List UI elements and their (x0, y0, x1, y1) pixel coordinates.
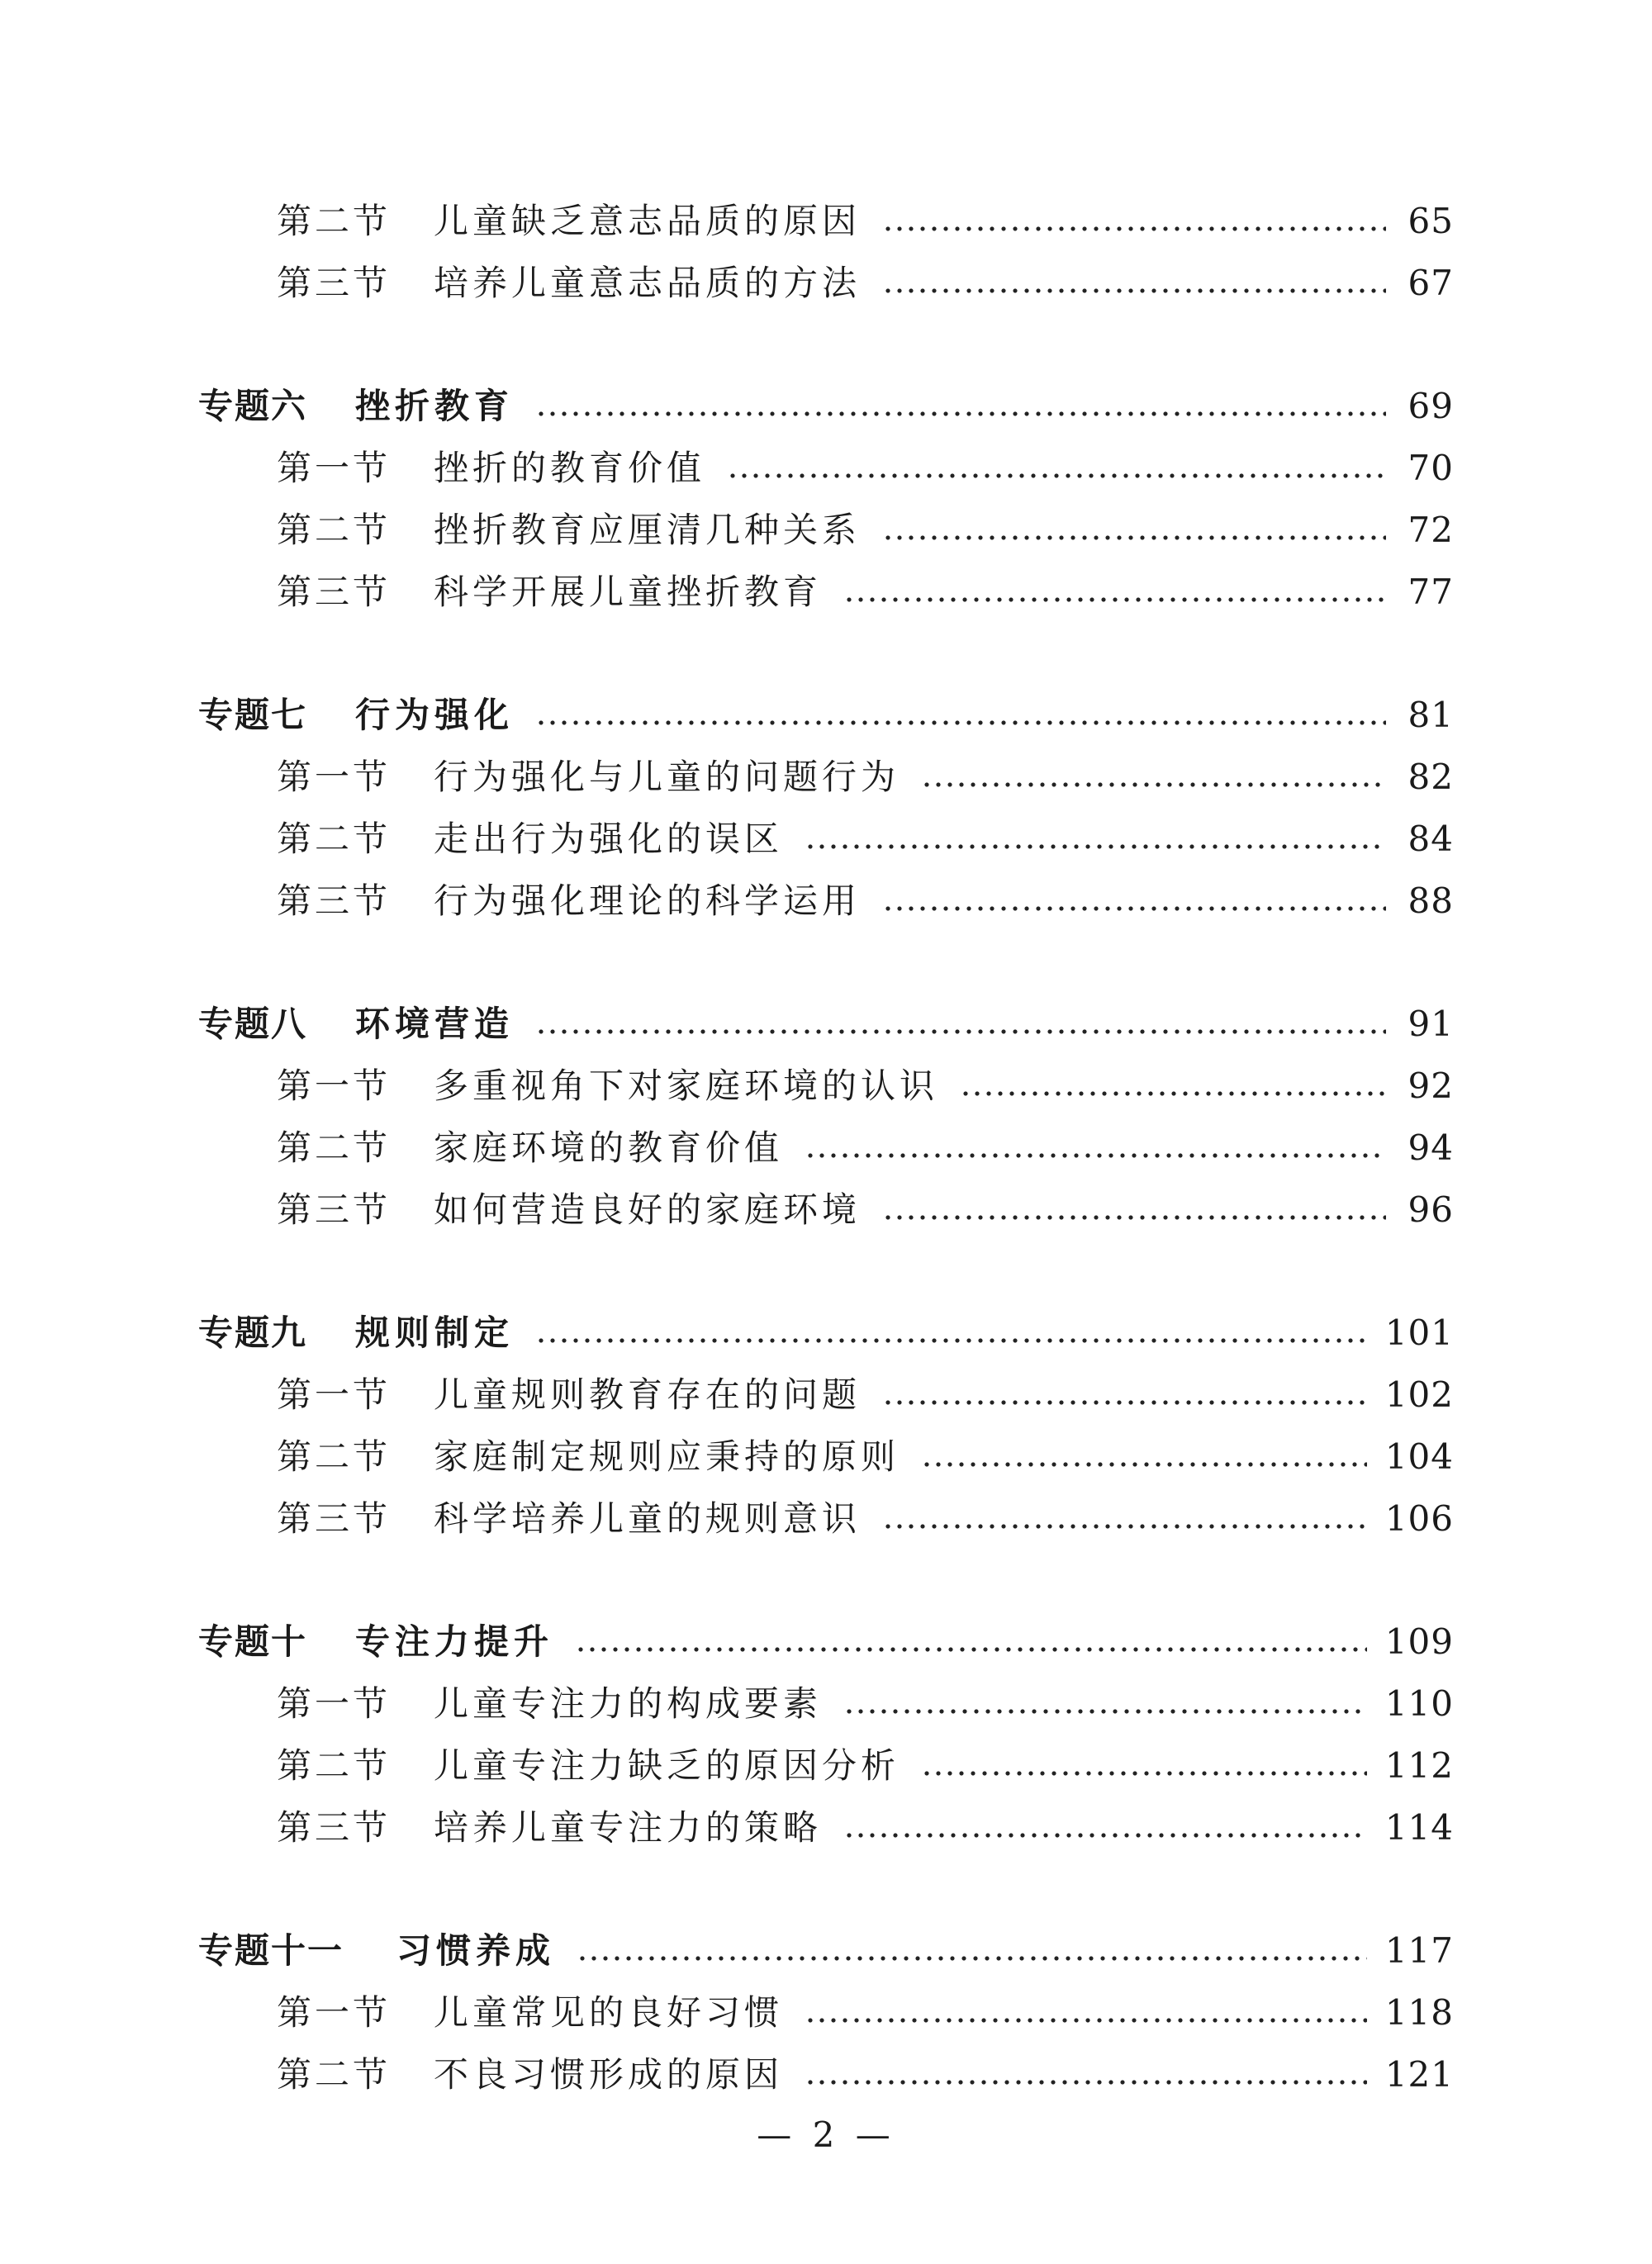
section-number: 第一节 (277, 1374, 392, 1415)
chapter-title: 行为强化 (355, 695, 515, 735)
page-number: 72 (1408, 510, 1454, 550)
section-number: 第二节 (277, 1436, 392, 1477)
chapter-number: 专题十 (198, 1621, 308, 1662)
section-number: 第二节 (277, 1745, 392, 1786)
toc-section-entry[interactable] (277, 1370, 1454, 1420)
section-title: 家庭环境的教育价值 (434, 1127, 784, 1168)
section-number: 第一节 (277, 1992, 392, 2033)
section-number: 第三节 (277, 572, 392, 612)
chapter-title: 环境营造 (355, 1004, 515, 1044)
page-number: 102 (1384, 1374, 1454, 1415)
section-number: 第一节 (277, 448, 392, 488)
page-number: 117 (1384, 1930, 1454, 1971)
toc-chapter-entry[interactable] (198, 1308, 1454, 1358)
section-title: 儿童缺乏意志品质的原因 (434, 201, 862, 241)
page-number: 82 (1408, 757, 1454, 797)
section-number: 第二节 (277, 201, 392, 241)
dot-leader (960, 1091, 1386, 1096)
section-title: 多重视角下对家庭环境的认识 (434, 1066, 939, 1106)
section-number: 第二节 (277, 819, 392, 859)
page-number: 77 (1408, 572, 1454, 612)
page-number: 92 (1408, 1066, 1454, 1106)
section-number: 第三节 (277, 1807, 392, 1848)
page-number: 70 (1408, 448, 1454, 488)
page-number: 88 (1408, 880, 1454, 921)
page-number: 81 (1408, 695, 1454, 735)
section-title: 挫折教育应厘清几种关系 (434, 510, 862, 550)
dot-leader (882, 1400, 1367, 1405)
toc-chapter-entry[interactable] (198, 691, 1454, 740)
section-title: 走出行为强化的误区 (434, 819, 784, 859)
section-title: 儿童专注力的构成要素 (434, 1683, 823, 1724)
dot-leader (921, 1771, 1367, 1776)
dot-leader (805, 1153, 1386, 1158)
dot-leader (882, 1524, 1367, 1529)
dot-leader (535, 1338, 1367, 1343)
dot-leader (727, 473, 1386, 478)
page-number: 67 (1408, 263, 1454, 303)
section-number: 第一节 (277, 1683, 392, 1724)
toc-section-entry[interactable] (277, 1494, 1454, 1544)
page-number: 84 (1408, 819, 1454, 859)
toc-section-entry[interactable] (277, 1803, 1454, 1853)
dot-leader (882, 906, 1386, 911)
page-number: 101 (1384, 1312, 1454, 1353)
dot-leader (843, 1833, 1367, 1838)
toc-section-entry[interactable] (277, 567, 1454, 617)
page-number: 104 (1384, 1436, 1454, 1477)
dot-leader (882, 535, 1386, 540)
page-number: 91 (1408, 1004, 1454, 1044)
dot-leader (882, 226, 1386, 231)
page-number-footer: — 2 — (757, 2114, 895, 2155)
page-number: 96 (1408, 1189, 1454, 1230)
dot-leader (843, 1709, 1367, 1714)
toc-section-entry[interactable] (277, 197, 1454, 246)
dot-leader (805, 844, 1386, 849)
toc-section-entry[interactable] (277, 876, 1454, 926)
section-number: 第一节 (277, 757, 392, 797)
toc-section-entry[interactable] (277, 1185, 1454, 1235)
toc-chapter-entry[interactable] (198, 1617, 1454, 1667)
toc-section-entry[interactable] (277, 2050, 1454, 2100)
toc-chapter-entry[interactable] (198, 382, 1454, 431)
toc-chapter-entry[interactable] (198, 999, 1454, 1049)
dot-leader (577, 1956, 1367, 1961)
section-title: 行为强化理论的科学运用 (434, 880, 862, 921)
dot-leader (575, 1647, 1367, 1652)
dot-leader (535, 411, 1386, 416)
page-number: 118 (1384, 1992, 1454, 2033)
page-number: 121 (1384, 2054, 1454, 2095)
chapter-number: 专题六 (198, 386, 308, 426)
chapter-title: 挫折教育 (355, 386, 515, 426)
toc-section-entry[interactable] (277, 259, 1454, 308)
toc-chapter-entry[interactable] (198, 1926, 1454, 1976)
toc-section-entry[interactable] (277, 1679, 1454, 1729)
page-number: 65 (1408, 201, 1454, 241)
section-title: 科学培养儿童的规则意识 (434, 1498, 862, 1539)
toc-section-entry[interactable] (277, 1123, 1454, 1173)
toc-section-entry[interactable] (277, 1988, 1454, 2038)
section-title: 科学开展儿童挫折教育 (434, 572, 823, 612)
chapter-number: 专题九 (198, 1312, 308, 1353)
section-title: 挫折的教育价值 (434, 448, 706, 488)
toc-section-entry[interactable] (277, 505, 1454, 555)
dot-leader (535, 720, 1386, 725)
page-number: 114 (1384, 1807, 1454, 1848)
page-number: 106 (1384, 1498, 1454, 1539)
dot-leader (882, 288, 1386, 293)
section-number: 第一节 (277, 1066, 392, 1106)
page-number: 109 (1384, 1621, 1454, 1662)
dot-leader (805, 2018, 1367, 2023)
chapter-number: 专题七 (198, 695, 308, 735)
page-number: 110 (1384, 1683, 1454, 1724)
section-number: 第三节 (277, 880, 392, 921)
section-title: 不良习惯形成的原因 (434, 2054, 784, 2095)
section-number: 第三节 (277, 1189, 392, 1230)
section-title: 儿童常见的良好习惯 (434, 1992, 784, 2033)
toc-section-entry[interactable] (277, 752, 1454, 802)
section-title: 培养儿童意志品质的方法 (434, 263, 862, 303)
section-number: 第二节 (277, 2054, 392, 2095)
section-title: 儿童规则教育存在的问题 (434, 1374, 862, 1415)
section-title: 如何营造良好的家庭环境 (434, 1189, 862, 1230)
dot-leader (921, 1462, 1367, 1467)
toc-section-entry[interactable] (277, 1741, 1454, 1791)
toc-section-entry[interactable] (277, 814, 1454, 864)
toc-section-entry[interactable] (277, 1061, 1454, 1111)
section-number: 第二节 (277, 510, 392, 550)
chapter-title: 习惯养成 (396, 1930, 556, 1971)
chapter-title: 专注力提升 (355, 1621, 554, 1662)
dot-leader (882, 1215, 1386, 1220)
page-number: 94 (1408, 1127, 1454, 1168)
toc-section-entry[interactable] (277, 444, 1454, 493)
dot-leader (535, 1029, 1386, 1034)
section-title: 儿童专注力缺乏的原因分析 (434, 1745, 900, 1786)
page-number: 112 (1384, 1745, 1454, 1786)
section-number: 第二节 (277, 1127, 392, 1168)
dot-leader (843, 597, 1386, 602)
section-number: 第三节 (277, 263, 392, 303)
chapter-number: 专题八 (198, 1004, 308, 1044)
section-title: 行为强化与儿童的问题行为 (434, 757, 900, 797)
dot-leader (805, 2080, 1367, 2085)
section-title: 家庭制定规则应秉持的原则 (434, 1436, 900, 1477)
page-number: 69 (1408, 386, 1454, 426)
section-number: 第三节 (277, 1498, 392, 1539)
toc-section-entry[interactable] (277, 1432, 1454, 1482)
chapter-number: 专题十一 (198, 1930, 344, 1971)
chapter-title: 规则制定 (355, 1312, 515, 1353)
section-title: 培养儿童专注力的策略 (434, 1807, 823, 1848)
dot-leader (921, 782, 1386, 787)
